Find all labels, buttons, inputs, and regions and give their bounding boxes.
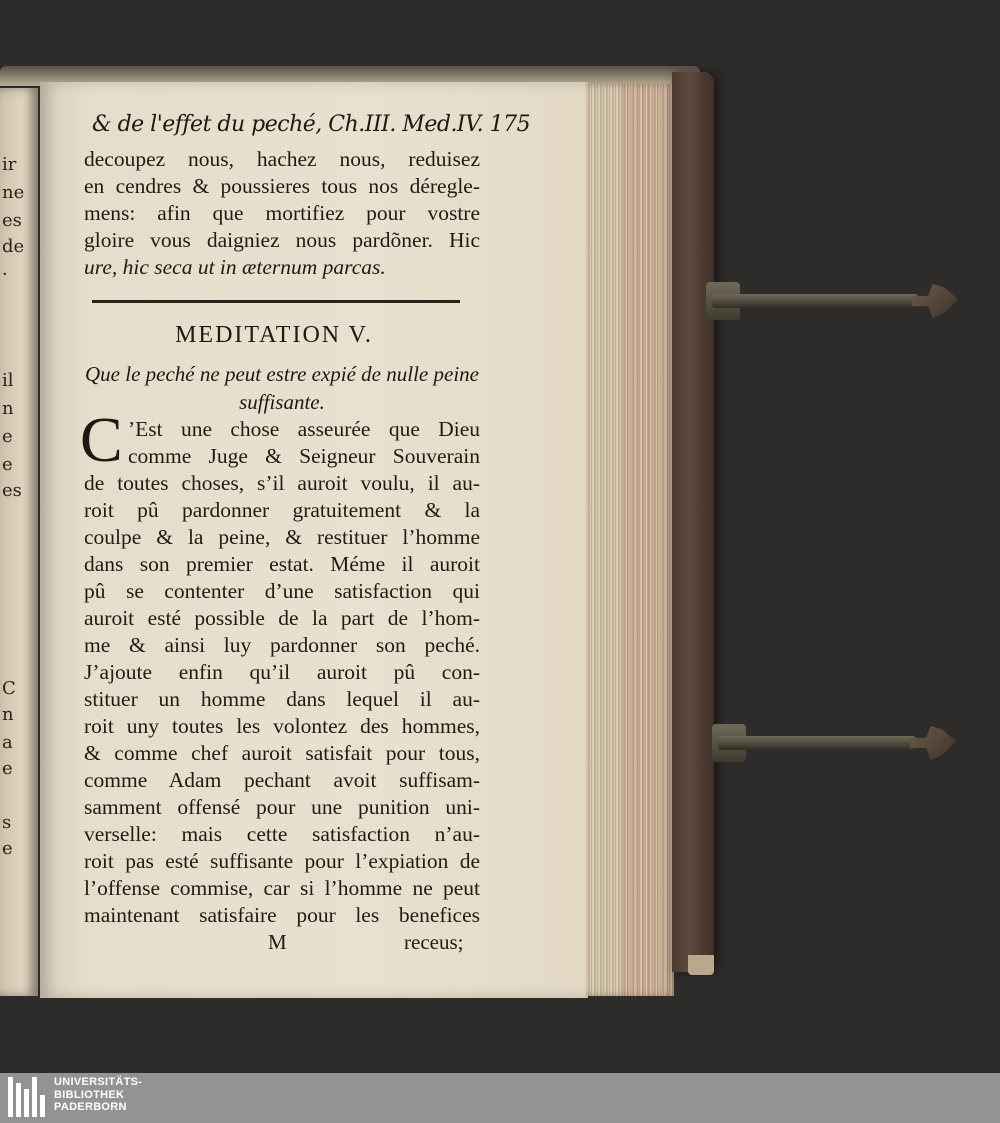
text-line: coulpe & la peine, & restituer l’homme xyxy=(84,525,480,549)
left-fragment-text: a xyxy=(2,732,13,753)
text-line: roit pû pardonner gratuitement & la xyxy=(84,498,480,522)
left-page-fragment xyxy=(0,88,38,996)
meditation-heading: MEDITATION V. xyxy=(175,322,373,348)
text-line: ure, hic seca ut in æternum parcas. xyxy=(84,255,386,279)
library-footer-bar xyxy=(0,1073,1000,1123)
text-line: comme Juge & Seigneur Souverain xyxy=(128,444,480,468)
clasp-bar xyxy=(712,294,918,308)
left-fragment-text: e xyxy=(2,838,13,859)
text-line: decoupez nous, hachez nous, reduisez xyxy=(84,147,480,171)
left-fragment-text: ne xyxy=(2,182,25,203)
library-name-line: UNIVERSITÄTS- xyxy=(54,1076,143,1088)
library-name-line: PADERBORN xyxy=(54,1101,127,1113)
text-line: ’Est une chose asseurée que Dieu xyxy=(128,417,480,441)
running-head: & de l'effet du peché, Ch.III. Med.IV. 175 xyxy=(92,112,531,137)
left-fragment-text: es xyxy=(2,210,22,231)
left-fragment-text: · xyxy=(2,264,8,285)
text-line: samment offensé pour une punition uni- xyxy=(84,795,480,819)
text-line: comme Adam pechant avoit suffisam- xyxy=(84,768,480,792)
clasp-head xyxy=(912,284,958,318)
text-line: mens: afin que mortifiez pour vostre xyxy=(84,201,480,225)
text-line: verselle: mais cette satisfaction n’au- xyxy=(84,822,480,846)
leather-cover xyxy=(672,72,714,972)
drop-cap: C xyxy=(80,404,123,475)
left-fragment-text: e xyxy=(2,454,13,475)
clasp-head xyxy=(910,726,956,760)
left-fragment-text: il xyxy=(2,370,14,391)
page-block-fore-edge xyxy=(586,84,674,996)
text-line: de toutes choses, s’il auroit voulu, il au- xyxy=(84,471,480,495)
text-line: en cendres & poussieres tous nos déregle- xyxy=(84,174,480,198)
text-line: J’ajoute enfin qu’il auroit pû con- xyxy=(84,660,480,684)
left-fragment-text: es xyxy=(2,480,22,501)
cover-corner xyxy=(688,955,714,975)
left-fragment-text: s xyxy=(2,812,12,833)
meditation-subtitle: suffisante. xyxy=(239,390,325,414)
meditation-subtitle: Que le peché ne peut estre expié de nulle peine xyxy=(85,362,479,386)
text-line: l’offense commise, car si l’homme ne peut xyxy=(84,876,480,900)
library-name-line: BIBLIOTHEK xyxy=(54,1088,125,1101)
left-fragment-text: e xyxy=(2,426,13,447)
left-fragment-text: n xyxy=(2,704,14,725)
text-line: & comme chef auroit satisfait pour tous, xyxy=(84,741,480,765)
text-line: dans son premier estat. Méme il auroit xyxy=(84,552,480,576)
text-line: maintenant satisfaire pour les benefices xyxy=(84,903,480,927)
library-logo-text xyxy=(54,1076,142,1114)
text-line: roit pas esté suffisante pour l’expiation de xyxy=(84,849,480,873)
text-line: gloire vous daigniez nous pardõner. Hic xyxy=(84,228,480,252)
left-fragment-text: e xyxy=(2,758,13,779)
text-line: me & ainsi luy pardonner son peché. xyxy=(84,633,480,657)
catchword: receus; xyxy=(404,930,464,954)
library-logo-icon xyxy=(8,1077,44,1117)
text-line: auroit esté possible de la part de l’hom- xyxy=(84,606,480,630)
text-line: pû se contenter d’une satisfaction qui xyxy=(84,579,480,603)
signature-mark: M xyxy=(268,930,287,954)
upper-clasp xyxy=(712,282,958,316)
left-fragment-text: n xyxy=(2,398,14,419)
text-line: stituer un homme dans lequel il au- xyxy=(84,687,480,711)
clasp-bar xyxy=(718,736,916,750)
left-fragment-text: C xyxy=(2,678,16,699)
section-rule xyxy=(92,300,460,303)
lower-clasp xyxy=(718,724,956,758)
left-fragment-text: ir xyxy=(2,154,17,175)
left-fragment-text: de xyxy=(2,236,25,257)
text-line: roit uny toutes les volontez des hommes, xyxy=(84,714,480,738)
